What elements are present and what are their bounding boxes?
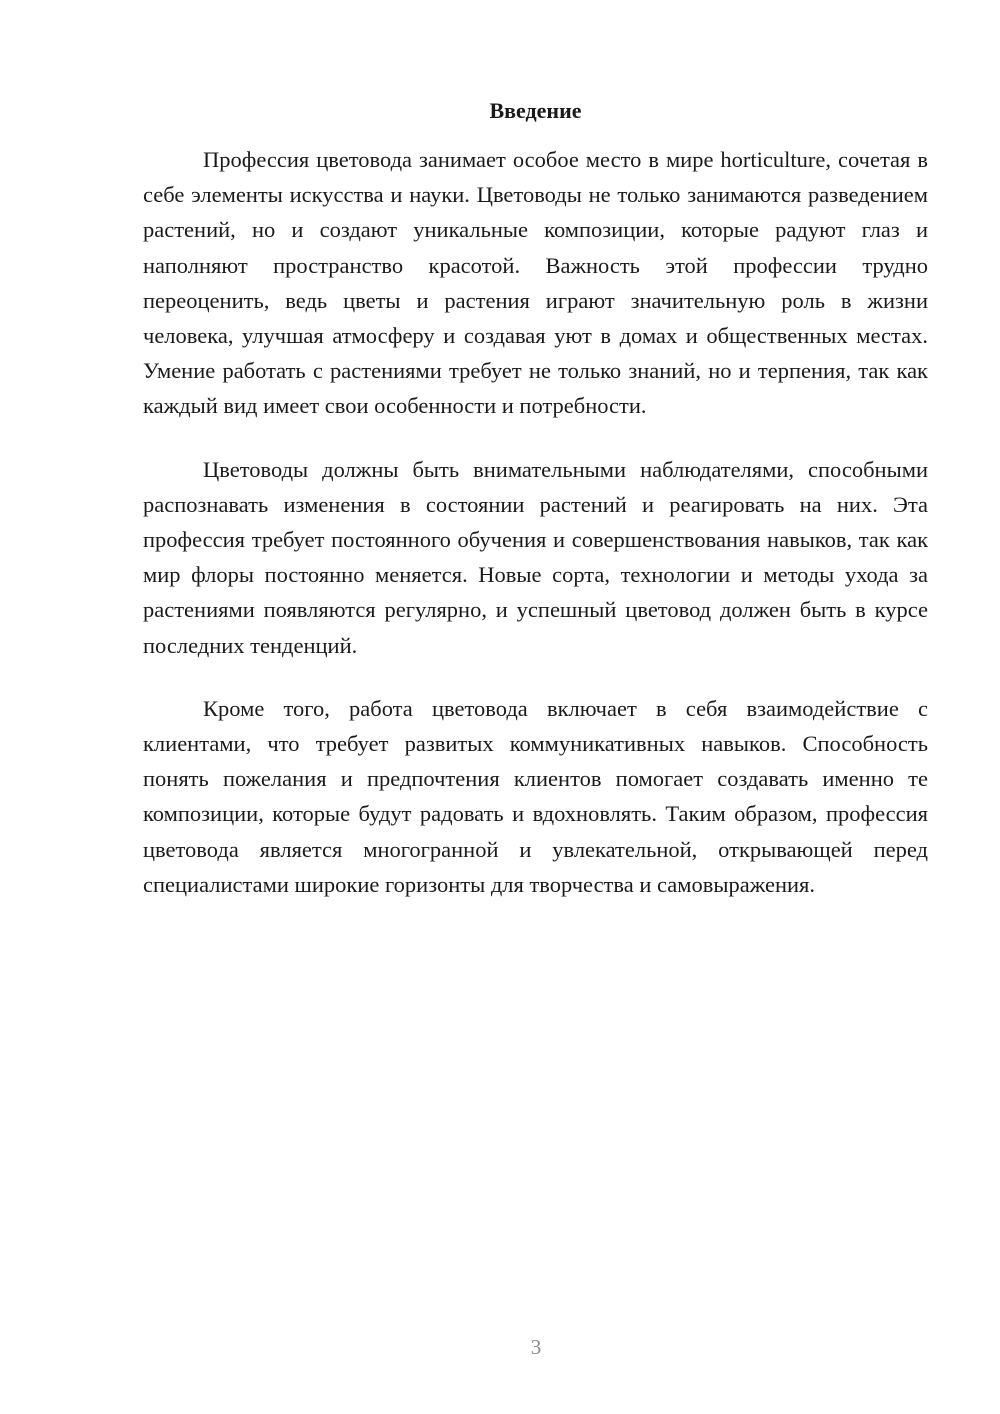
paragraph-2: Цветоводы должны быть внимательными наблюдателями, способными распознавать изменения в состоянии растений и реагировать на них. Эта профессия требует постоянного обучения и совершенствования навыков, так как мир флоры постоянно меняется. Новые сорта, технологии и методы ухода за растениями появляются регулярно, и успешный цветовод должен быть в курсе последних тенденций. bbox=[143, 456, 928, 658]
page-number: 3 bbox=[530, 1335, 542, 1359]
page-title: Введение bbox=[489, 98, 582, 123]
paragraph-3: Кроме того, работа цветовода включает в себя взаимодействие с клиентами, что требует развитых коммуникативных навыков. Способность понять пожелания и предпочтения клиентов помогает создавать именно те композиции, которые будут радовать и вдохновлять. Таким образом, профессия цветовода является многогранной и увлекательной, открывающей перед специалистами широкие горизонты для творчества и самовыражения. bbox=[143, 695, 928, 897]
paragraph-1: Профессия цветовода занимает особое место в мире horticulture, сочетая в себе элементы искусства и науки. Цветоводы не только занимаются разведением растений, но и создают уникальные композиции, которые радуют глаз и наполняют пространство красотой. Важность этой профессии трудно переоценить, ведь цветы и растения играют значительную роль в жизни человека, улучшая атмосферу и создавая уют в домах и общественных местах. Умение работать с растениями требует не только знаний, но и терпения, так как каждый вид имеет свои особенности и потребности. bbox=[143, 147, 928, 419]
body-text bbox=[143, 142, 928, 930]
